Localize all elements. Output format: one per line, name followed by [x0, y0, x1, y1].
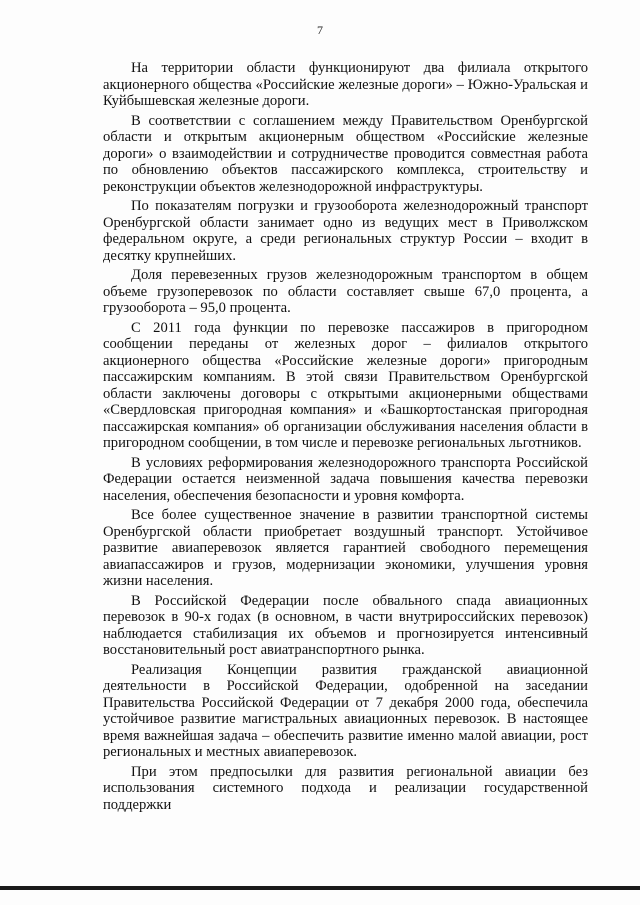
- paragraph-4: Доля перевезенных грузов железнодорожным транспортом в общем объеме грузоперевозок по области составляет свыше 67,0 процента, а грузооборота – 95,0 процента.: [103, 267, 588, 316]
- page-number: 7: [317, 23, 323, 37]
- paragraph-9: Реализация Концепции развития гражданской авиационной деятельности в Российской Федерации, одобренной на заседании Правительства Российской Федерации от 7 декабря 2000 года, обеспечила устойчивое развитие магистральных авиационных перевозок. В настоящее время важнейшая задача – обеспечить развитие именно малой авиации, рост региональных и местных авиаперевозок.: [103, 661, 588, 760]
- paragraph-8: В Российской Федерации после обвального спада авиационных перевозок в 90-х годах (в основном, в части внутрироссийских перевозок) наблюдается стабилизация их объемов и прогнозируется интенсивный восстановительный рост авиатранспортного рынка.: [103, 592, 588, 658]
- paragraph-3: По показателям погрузки и грузооборота железнодорожный транспорт Оренбургской области занимает одно из ведущих мест в Приволжском федеральном округе, а среди региональных структур России – входит в десятку крупнейших.: [103, 198, 588, 264]
- paragraph-1: На территории области функционируют два филиала открытого акционерного общества «Российские железные дороги» – Южно-Уральская и Куйбышевская железные дороги.: [103, 60, 588, 109]
- paragraph-7: Все более существенное значение в развитии транспортной системы Оренбургской области приобретает воздушный транспорт. Устойчивое развитие авиаперевозок является гарантией свободного перемещения авиапассажиров и грузов, модернизации экономики, улучшения уровня жизни населения.: [103, 507, 588, 589]
- bottom-scan-border: [0, 886, 640, 890]
- paragraph-5: С 2011 года функции по перевозке пассажиров в пригородном сообщении переданы от железных дорог – филиалов открытого акционерного общества «Российские железные дороги» пригородным пассажирским компаниям. В этой связи Правительством Оренбургской области заключены договоры с открытыми акционерными обществами «Свердловская пригородная компания» и «Башкортостанская пригородная пассажирская компания» об организации обслуживания населения области в пригородном сообщении, в том числе и перевозке региональных льготников.: [103, 319, 588, 451]
- document-body: [103, 60, 588, 816]
- paragraph-10: При этом предпосылки для развития региональной авиации без использования системного подхода и реализации государственной поддержки: [103, 763, 588, 813]
- paragraph-2: В соответствии с соглашением между Правительством Оренбургской области и открытым акционерным обществом «Российские железные дороги» о взаимодействии и сотрудничестве проводится совместная работа по обновлению объектов пассажирского комплекса, строительству и реконструкции объектов железнодорожной инфраструктуры.: [103, 112, 588, 195]
- paragraph-6: В условиях реформирования железнодорожного транспорта Российской Федерации остается неизменной задача повышения качества перевозки населения, обеспечения безопасности и уровня комфорта.: [103, 454, 588, 504]
